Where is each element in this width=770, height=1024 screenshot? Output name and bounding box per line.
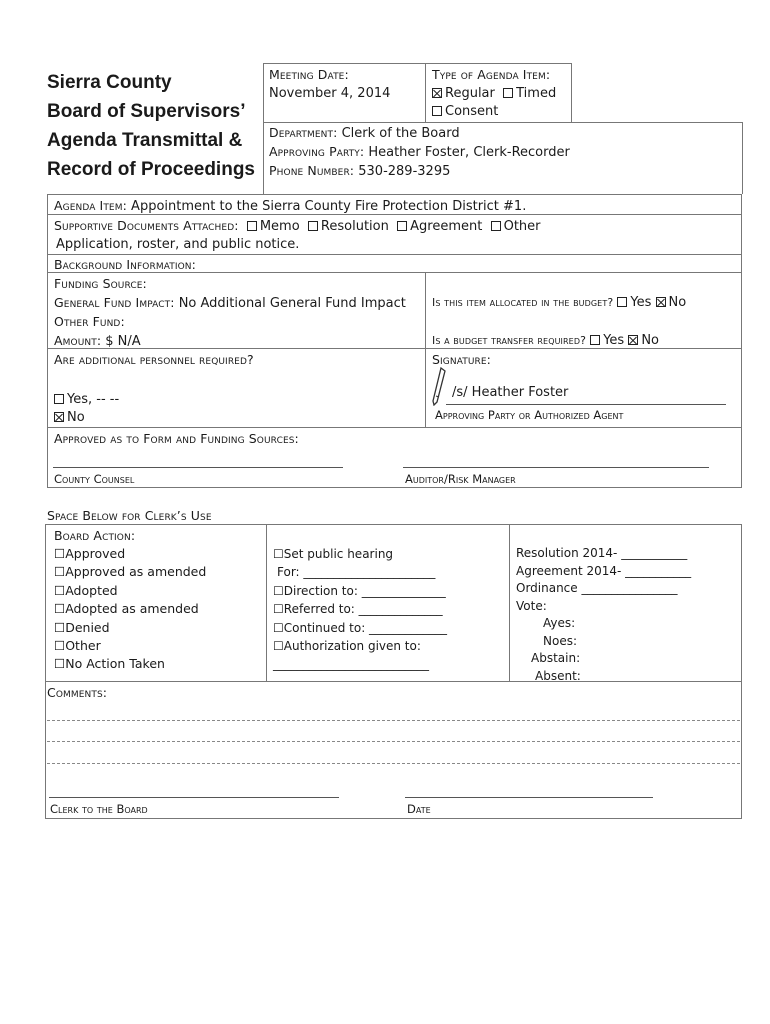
board-action-list (54, 545, 206, 674)
checkbox-glyph-icon: ☐ (273, 547, 284, 561)
row-divider-2 (47, 254, 742, 255)
personnel-yes-row (54, 392, 119, 407)
resolution-label: Resolution (320, 219, 389, 234)
personnel-yes-checkbox[interactable] (54, 394, 64, 404)
approved-form-label: Approved as to Form and Funding Sources: (54, 431, 299, 446)
board-action-label: Board Action: (54, 528, 136, 543)
department-value: Clerk of the Board (341, 126, 460, 141)
action-approved-as-amended[interactable]: ☐Approved as amended (54, 564, 207, 580)
ordinance-number-field[interactable]: Ordinance ________________ (516, 581, 678, 595)
personnel-no-label: No (67, 410, 85, 425)
meeting-date-value: November 4, 2014 (269, 86, 391, 101)
supportive-docs-note: Application, roster, and public notice. (56, 237, 300, 252)
transfer-yes-label: Yes (603, 333, 625, 348)
budget-transfer-row (432, 333, 659, 348)
form-title (47, 68, 255, 184)
clerk-signature-line[interactable] (49, 797, 339, 798)
action-other[interactable]: ☐Other (54, 638, 101, 654)
amount-value: $ N/A (105, 334, 141, 349)
consent-label: Consent (445, 104, 499, 119)
authorization-given-to[interactable]: ☐Authorization given to: (273, 639, 421, 654)
supportive-docs-row (54, 218, 541, 234)
clerk-divider-2 (509, 524, 510, 681)
regular-label: Regular (445, 86, 495, 101)
title-line-4: Record of Proceedings (47, 159, 255, 180)
agenda-type-options (432, 86, 556, 101)
county-counsel-caption: County Counsel (54, 472, 135, 486)
column-divider (425, 272, 426, 427)
header-top-border (263, 63, 571, 64)
department-label: Department: (269, 125, 338, 140)
comment-line-2[interactable] (47, 741, 740, 743)
other-label: Other (503, 219, 541, 234)
checkbox-glyph-icon: ☐ (54, 656, 66, 672)
authorization-line[interactable]: __________________________ (273, 657, 429, 672)
consent-option (432, 104, 498, 119)
action-adopted[interactable]: ☐Adopted (54, 582, 118, 598)
row-divider-1 (47, 214, 742, 215)
resolution-number-field[interactable]: Resolution 2014- ___________ (516, 546, 688, 560)
background-info-label: Background Information: (54, 257, 196, 272)
checkbox-glyph-icon: ☐ (273, 639, 284, 654)
phone-row (269, 163, 450, 179)
row-divider-3 (47, 272, 742, 273)
other-checkbox[interactable] (491, 221, 501, 231)
amount-label: Amount: (54, 333, 102, 348)
clerk-mid-column (273, 545, 447, 674)
checkbox-glyph-icon: ☐ (54, 564, 66, 580)
vote-label: Vote: (516, 598, 547, 613)
comment-line-3[interactable] (47, 763, 740, 765)
transfer-no-checkbox[interactable] (628, 335, 638, 345)
agreement-number-field[interactable]: Agreement 2014- ___________ (516, 563, 692, 578)
budget-transfer-label: Is a budget transfer required? (432, 334, 587, 347)
date-line[interactable] (405, 797, 653, 798)
comments-label: Comments: (47, 685, 108, 700)
approving-party-value: Heather Foster, Clerk-Recorder (368, 145, 570, 160)
clerk-use-label: Space Below for Clerk’s Use (47, 508, 212, 523)
checkbox-glyph-icon: ☐ (273, 620, 284, 635)
signature-label: Signature: (432, 352, 491, 367)
signature-pen-icon (431, 366, 447, 406)
personnel-no-checkbox[interactable] (54, 412, 64, 422)
header-left-border (263, 63, 264, 194)
supportive-docs-label: Supportive Documents Attached: (54, 218, 239, 233)
amount-row (54, 333, 141, 349)
personnel-label: Are additional personnel required? (54, 352, 254, 367)
approving-party-row (269, 144, 570, 160)
transfer-yes-checkbox[interactable] (590, 335, 600, 345)
timed-label: Timed (516, 86, 557, 101)
checkbox-glyph-icon: ☐ (54, 619, 66, 635)
comment-line-1[interactable] (47, 720, 740, 722)
general-fund-row (54, 295, 406, 311)
noes-label: Noes: (543, 633, 577, 648)
checkbox-glyph-icon: ☐ (54, 601, 66, 617)
row-divider-5 (47, 427, 742, 428)
action-approved[interactable]: ☐Approved (54, 546, 126, 561)
hearing-for-field[interactable]: For: ______________________ (277, 565, 436, 580)
timed-checkbox[interactable] (503, 88, 513, 98)
action-adopted-as-amended[interactable]: ☐Adopted as amended (54, 601, 199, 617)
agenda-item-row (54, 198, 526, 214)
checkbox-glyph-icon: ☐ (273, 602, 284, 617)
budget-allocated-row (432, 295, 686, 310)
agreement-checkbox[interactable] (397, 221, 407, 231)
county-counsel-line (53, 467, 343, 468)
memo-checkbox[interactable] (247, 221, 257, 231)
abstain-label: Abstain: (531, 651, 581, 665)
checkbox-glyph-icon: ☐ (54, 546, 66, 561)
approving-party-label: Approving Party: (269, 144, 365, 159)
agenda-item-label: Agenda Item: (54, 198, 127, 213)
signature-caption: Approving Party or Authorized Agent (435, 408, 624, 422)
allocated-no-checkbox[interactable] (656, 297, 666, 307)
other-fund-label: Other Fund: (54, 314, 125, 329)
signature-value: /s/ Heather Foster (452, 385, 569, 400)
checkbox-glyph-icon: ☐ (54, 582, 66, 598)
consent-checkbox[interactable] (432, 106, 442, 116)
date-caption: Date (407, 802, 431, 816)
funding-source-label: Funding Source: (54, 276, 147, 291)
general-fund-label: General Fund Impact: (54, 295, 175, 310)
action-no-action-taken[interactable]: ☐No Action Taken (54, 656, 165, 672)
auditor-caption: Auditor/Risk Manager (405, 472, 516, 486)
header-right-border-top (571, 63, 572, 122)
set-public-hearing[interactable]: ☐Set public hearing (273, 547, 394, 561)
header-mid-divider (425, 63, 426, 122)
header-mid-border (263, 122, 743, 123)
clerk-to-board-caption: Clerk to the Board (50, 802, 148, 816)
direction-to[interactable]: ☐Direction to: ______________ (273, 583, 446, 598)
header-right-border (742, 122, 743, 194)
regular-checkbox[interactable] (432, 88, 442, 98)
title-line-3: Agenda Transmittal & (47, 130, 243, 151)
personnel-no-row (54, 410, 85, 425)
phone-label: Phone Number: (269, 163, 355, 178)
continued-to[interactable]: ☐Continued to: _____________ (273, 620, 448, 635)
personnel-yes-label: Yes, -- -- (67, 392, 120, 407)
resolution-checkbox[interactable] (308, 221, 318, 231)
agenda-item-value: Appointment to the Sierra County Fire Protection District #1. (131, 199, 527, 214)
row-divider-4 (47, 348, 742, 349)
referred-to[interactable]: ☐Referred to: ______________ (273, 602, 443, 617)
allocated-yes-checkbox[interactable] (617, 297, 627, 307)
checkbox-glyph-icon: ☐ (273, 583, 284, 598)
action-denied[interactable]: ☐Denied (54, 619, 110, 635)
phone-value: 530-289-3295 (358, 164, 451, 179)
memo-label: Memo (259, 219, 300, 234)
title-line-1: Sierra County (47, 72, 172, 93)
clerk-right-column (516, 545, 691, 685)
budget-allocated-label: Is this item allocated in the budget? (432, 296, 614, 309)
transfer-no-label: No (641, 333, 660, 348)
clerk-divider-1 (266, 524, 267, 681)
allocated-no-label: No (668, 295, 687, 310)
department-row (269, 125, 460, 141)
signature-line (446, 404, 726, 405)
allocated-yes-label: Yes (630, 295, 652, 310)
title-line-2: Board of Supervisors’ (47, 101, 246, 122)
agenda-type-label: Type of Agenda Item: (432, 67, 551, 82)
auditor-line (403, 467, 709, 468)
agreement-label: Agreement (410, 219, 483, 234)
ayes-label: Ayes: (543, 616, 576, 630)
general-fund-value: No Additional General Fund Impact (178, 296, 406, 311)
checkbox-glyph-icon: ☐ (54, 638, 66, 654)
meeting-date-label: Meeting Date: (269, 67, 349, 82)
absent-label: Absent: (535, 668, 581, 683)
